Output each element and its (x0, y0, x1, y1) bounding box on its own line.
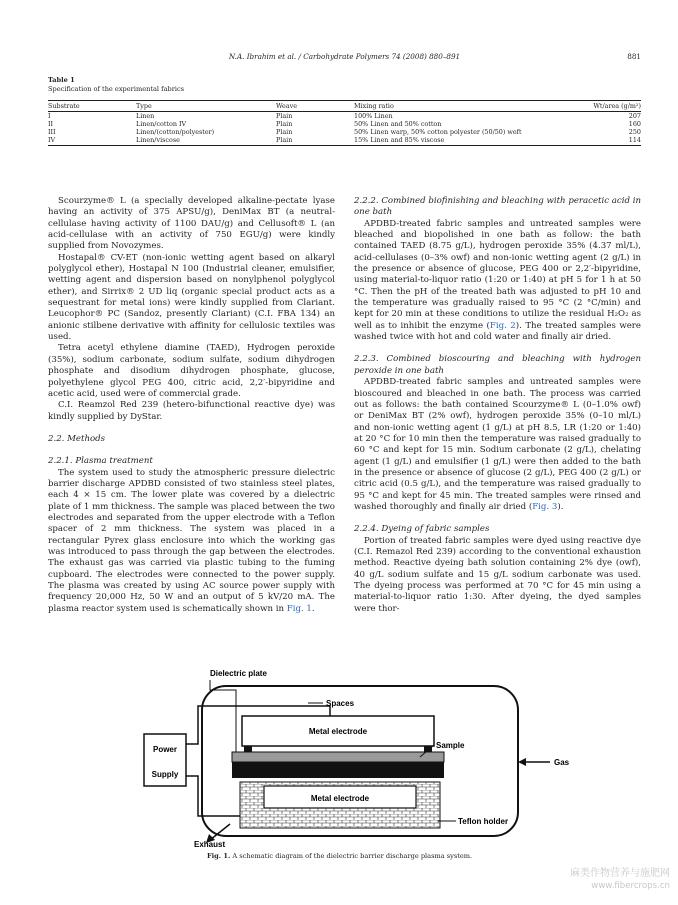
metal-electrode-bottom-label: Metal electrode (310, 794, 370, 803)
col-header-mixing-ratio: Mixing ratio (354, 101, 582, 112)
fabric-spec-table (48, 100, 641, 146)
cell-weave: Plain (276, 136, 354, 146)
power-label: Power (152, 745, 178, 754)
col-header-wt-area: Wt/area (g/m²) (582, 101, 641, 112)
spacer (354, 343, 641, 354)
table-label: Table 1 (48, 76, 75, 84)
dielectric-layer (232, 762, 444, 778)
table-row (48, 120, 641, 128)
cell-mixing-ratio: 50% Linen and 50% cotton (354, 120, 442, 128)
paragraph-peracetic (354, 219, 641, 344)
cell-type: Linen/(cotton/polyester) (136, 128, 215, 136)
bioscouring-text: APDBD-treated fabric samples and untreated samples were bioscoured and bleached in one bath. The process was carried out as follows: the bath contained Scourzyme® L (0–1.0% owf) or DeniMax BT (2% owf), hydrogen peroxide 35% (0–10 ml/L) and non-ionic wetting agent (1 g/L) at pH 8.5, LR (1:20 or 1:40) at 20 °C for 10 min then the temperature was raised gradually to 60 °C and kept for 15 min. Sodium carbonate (2 g/L), chelating agent (1 g/L) and emulsifier (1 g/L) were then added to the bath in the presence or absence of glucose (2 g/L), PEG 400 (2 g/L) or citric acid (0.5 g/L), and the temperature was raised gradually to 95 °C and kept for 45 min. The treated samples were rinsed and washed thoroughly and finally air dried ( (354, 377, 641, 512)
paragraph-plasma-treatment (48, 468, 335, 615)
table-row (48, 136, 641, 146)
figure-label: Fig. 1. (207, 852, 231, 860)
section-heading-methods: 2.2. Methods (48, 433, 106, 444)
gas-label: Gas (554, 758, 570, 767)
col-header-weave: Weave (276, 101, 354, 112)
fig1-reference-link[interactable]: Fig. 1 (286, 603, 312, 614)
sample-layer (232, 752, 444, 762)
plasma-text-end: . (311, 603, 315, 614)
subsection-heading-dyeing: 2.2.4. Dyeing of fabric samples (354, 524, 490, 535)
site-watermark (540, 867, 670, 893)
subsection-heading-bioscouring: 2.2.3. Combined bioscouring and bleaching with hydrogen peroxide in one bath (354, 354, 641, 376)
paragraph-dyeing: Portion of treated fabric samples were dyed using reactive dye (C.I. Remazol Red 239) according to the conventional exhaustion method. Reactive dyeing bath solution containing 2% dye (owf), 40 g/L sodium sulfate and 15 g/L sodium carbonate was used. The dyeing process was performed at 70 °C for 45 min using a material-to-liquor ratio 1:30. After dyeing, the dyed samples were thor- (354, 535, 641, 614)
table-caption (48, 76, 184, 94)
table-header-row (48, 101, 641, 112)
peracetic-text-end: ). The treated samples were washed twice with hot and cold water and finally air dried. (354, 320, 641, 343)
cell-wt-area: 250 (628, 128, 641, 136)
cell-type: Linen (136, 112, 155, 120)
cell-type: Linen/cotton IV (136, 120, 187, 128)
right-text-column (354, 196, 641, 615)
cell-substrate: II (48, 120, 54, 128)
spacer (354, 513, 641, 524)
paragraph-chemicals: Tetra acetyl ethylene diamine (TAED), Hydrogen peroxide (35%), sodium carbonate, sodium sulfate, sodium dihydrogen phosphate and disodium dihydrogen phosphate, glucose, polyethylene glycol PEG 400, citric acid, 2,2′-bipyridine and acetic acid, used were of commercial grade. (48, 343, 335, 399)
running-header (48, 52, 641, 64)
cell-substrate: IV (48, 136, 136, 146)
sample-label: Sample (436, 741, 465, 750)
supply-label: Supply (151, 770, 179, 779)
dielectric-pointer (210, 680, 236, 764)
paragraph-bioscouring (354, 377, 641, 513)
cell-mixing-ratio: 50% Linen warp, 50% cotton polyester (50/50) weft (354, 128, 522, 136)
metal-electrode-top-label: Metal electrode (308, 727, 368, 736)
watermark-chinese: 麻类作物营养与施肥网 (570, 868, 670, 879)
figure-caption-text: A schematic diagram of the dielectric barrier discharge plasma system. (232, 852, 473, 860)
col-header-type: Type (136, 101, 276, 112)
cell-type: Linen/viscose (136, 136, 276, 146)
dielectric-plate-label: Dielectric plate (210, 669, 267, 678)
cell-substrate: I (48, 112, 51, 120)
gas-arrowhead (518, 758, 526, 766)
peracetic-text: APDBD-treated fabric samples and untreated samples were bleached and biopolished in one bath as follow: the bath contained TAED (8.75 g/L), hydrogen peroxide 35% (4.37 ml/L), acid-cellulases (0–3% owf) and non-ionic wetting agent (2 g/L) in the presence or absence of glucose, PEG 400 or 2,2′-bipyridine, using material-to-liquor ratio (1:20 or 1:40) at pH 5 for 1 h at 50 °C. Then the pH of the treated bath was adjusted to pH 10 and the temperature was gradually raised to 95 °C (2 °C/min) and kept for 20 min at these conditions to utilize the residual H₂O₂ as well as to inhibit the enzyme ( (354, 218, 641, 331)
subsection-heading-plasma: 2.2.1. Plasma treatment (48, 456, 153, 467)
table-title: Specification of the experimental fabrics (48, 85, 185, 93)
figure-caption (207, 852, 472, 860)
cell-mixing-ratio: 15% Linen and 85% viscose (354, 136, 582, 146)
cell-weave: Plain (276, 120, 293, 128)
wire-bottom (186, 776, 240, 816)
spacer-left (244, 746, 252, 752)
teflon-holder-label: Teflon holder (458, 817, 509, 826)
paragraph-enzymes: Scourzyme® L (a specially developed alkaline-pectate lyase having an activity of 375 APSU/g), DeniMax BT (a neutral-cellulase having activity of 1100 DAU/g) and Cellusoft® L (an acid-cellulase with an activity of 750 EGU/g) were kindly supplied from Novozymes. (48, 196, 335, 252)
cell-mixing-ratio: 100% Linen (354, 112, 393, 120)
table-row (48, 112, 641, 121)
left-text-column (48, 196, 335, 615)
cell-wt-area: 114 (582, 136, 641, 146)
cell-substrate: III (48, 128, 56, 136)
figure-1-schematic (140, 664, 610, 850)
spaces-label: Spaces (326, 699, 355, 708)
journal-citation: N.A. Ibrahim et al. / Carbohydrate Polymers 74 (2008) 880–891 (228, 52, 461, 61)
exhaust-label: Exhaust (194, 840, 226, 849)
page-number: 881 (627, 52, 641, 61)
paragraph-auxiliaries: Hostapal® CV-ET (non-ionic wetting agent based on alkaryl polyglycol ether), Hostapal N 100 (Industrial cleaner, emulsifier, wetting agent and dispersion based on nonylphenol polyglycol ether), and Sirrix® 2 UD liq (organic special product acts as a sequestrant for metal ions) were kindly supplied from Clariant. Leucophor® PC (Sandoz, presently Clariant) (C.I. FBA 134) an anionic stilbene derivative with affinity for cellulosic textiles was used. (48, 252, 335, 343)
cell-weave: Plain (276, 112, 293, 120)
cell-weave: Plain (276, 128, 293, 136)
cell-wt-area: 207 (628, 112, 641, 120)
plasma-text: The system used to study the atmospheric pressure dielectric barrier discharge APDBD consisted of two stainless steel plates, each 4 × 15 cm. The lower plate was covered by a dielectric plate of 1 mm thickness. The sample was placed between the two electrodes and separated from the upper electrode with a Teflon spacer of 2 mm thickness. The system was placed in a rectangular Pyrex glass enclosure into which the working gas was introduced to pass through the gap between the electrodes. The exhaust gas was carried via plastic tubing to the fuming cupboard. The electrodes were connected to the power supply. The plasma was created by using AC source power supply with frequency 20,000 Hz, 50 W and an output of 5 kV/20 mA. The plasma reactor system used is schematically shown in (48, 467, 335, 614)
subsection-heading-peracetic: 2.2.2. Combined biofinishing and bleaching with peracetic acid in one bath (354, 196, 641, 218)
fig2-reference-link[interactable]: Fig. 2 (489, 320, 516, 331)
watermark-url: www.fibercrops.cn (591, 881, 670, 891)
fig3-reference-link[interactable]: Fig. 3 (532, 501, 558, 512)
bioscouring-text-end: ). (557, 501, 564, 512)
paragraph-dye: C.I. Reamzol Red 239 (hetero-bifunctional reactive dye) was kindly supplied by DyStar. (48, 400, 335, 422)
spacer-right (424, 746, 432, 752)
cell-wt-area: 160 (628, 120, 641, 128)
table-row (48, 128, 641, 136)
col-header-substrate: Substrate (48, 101, 136, 112)
